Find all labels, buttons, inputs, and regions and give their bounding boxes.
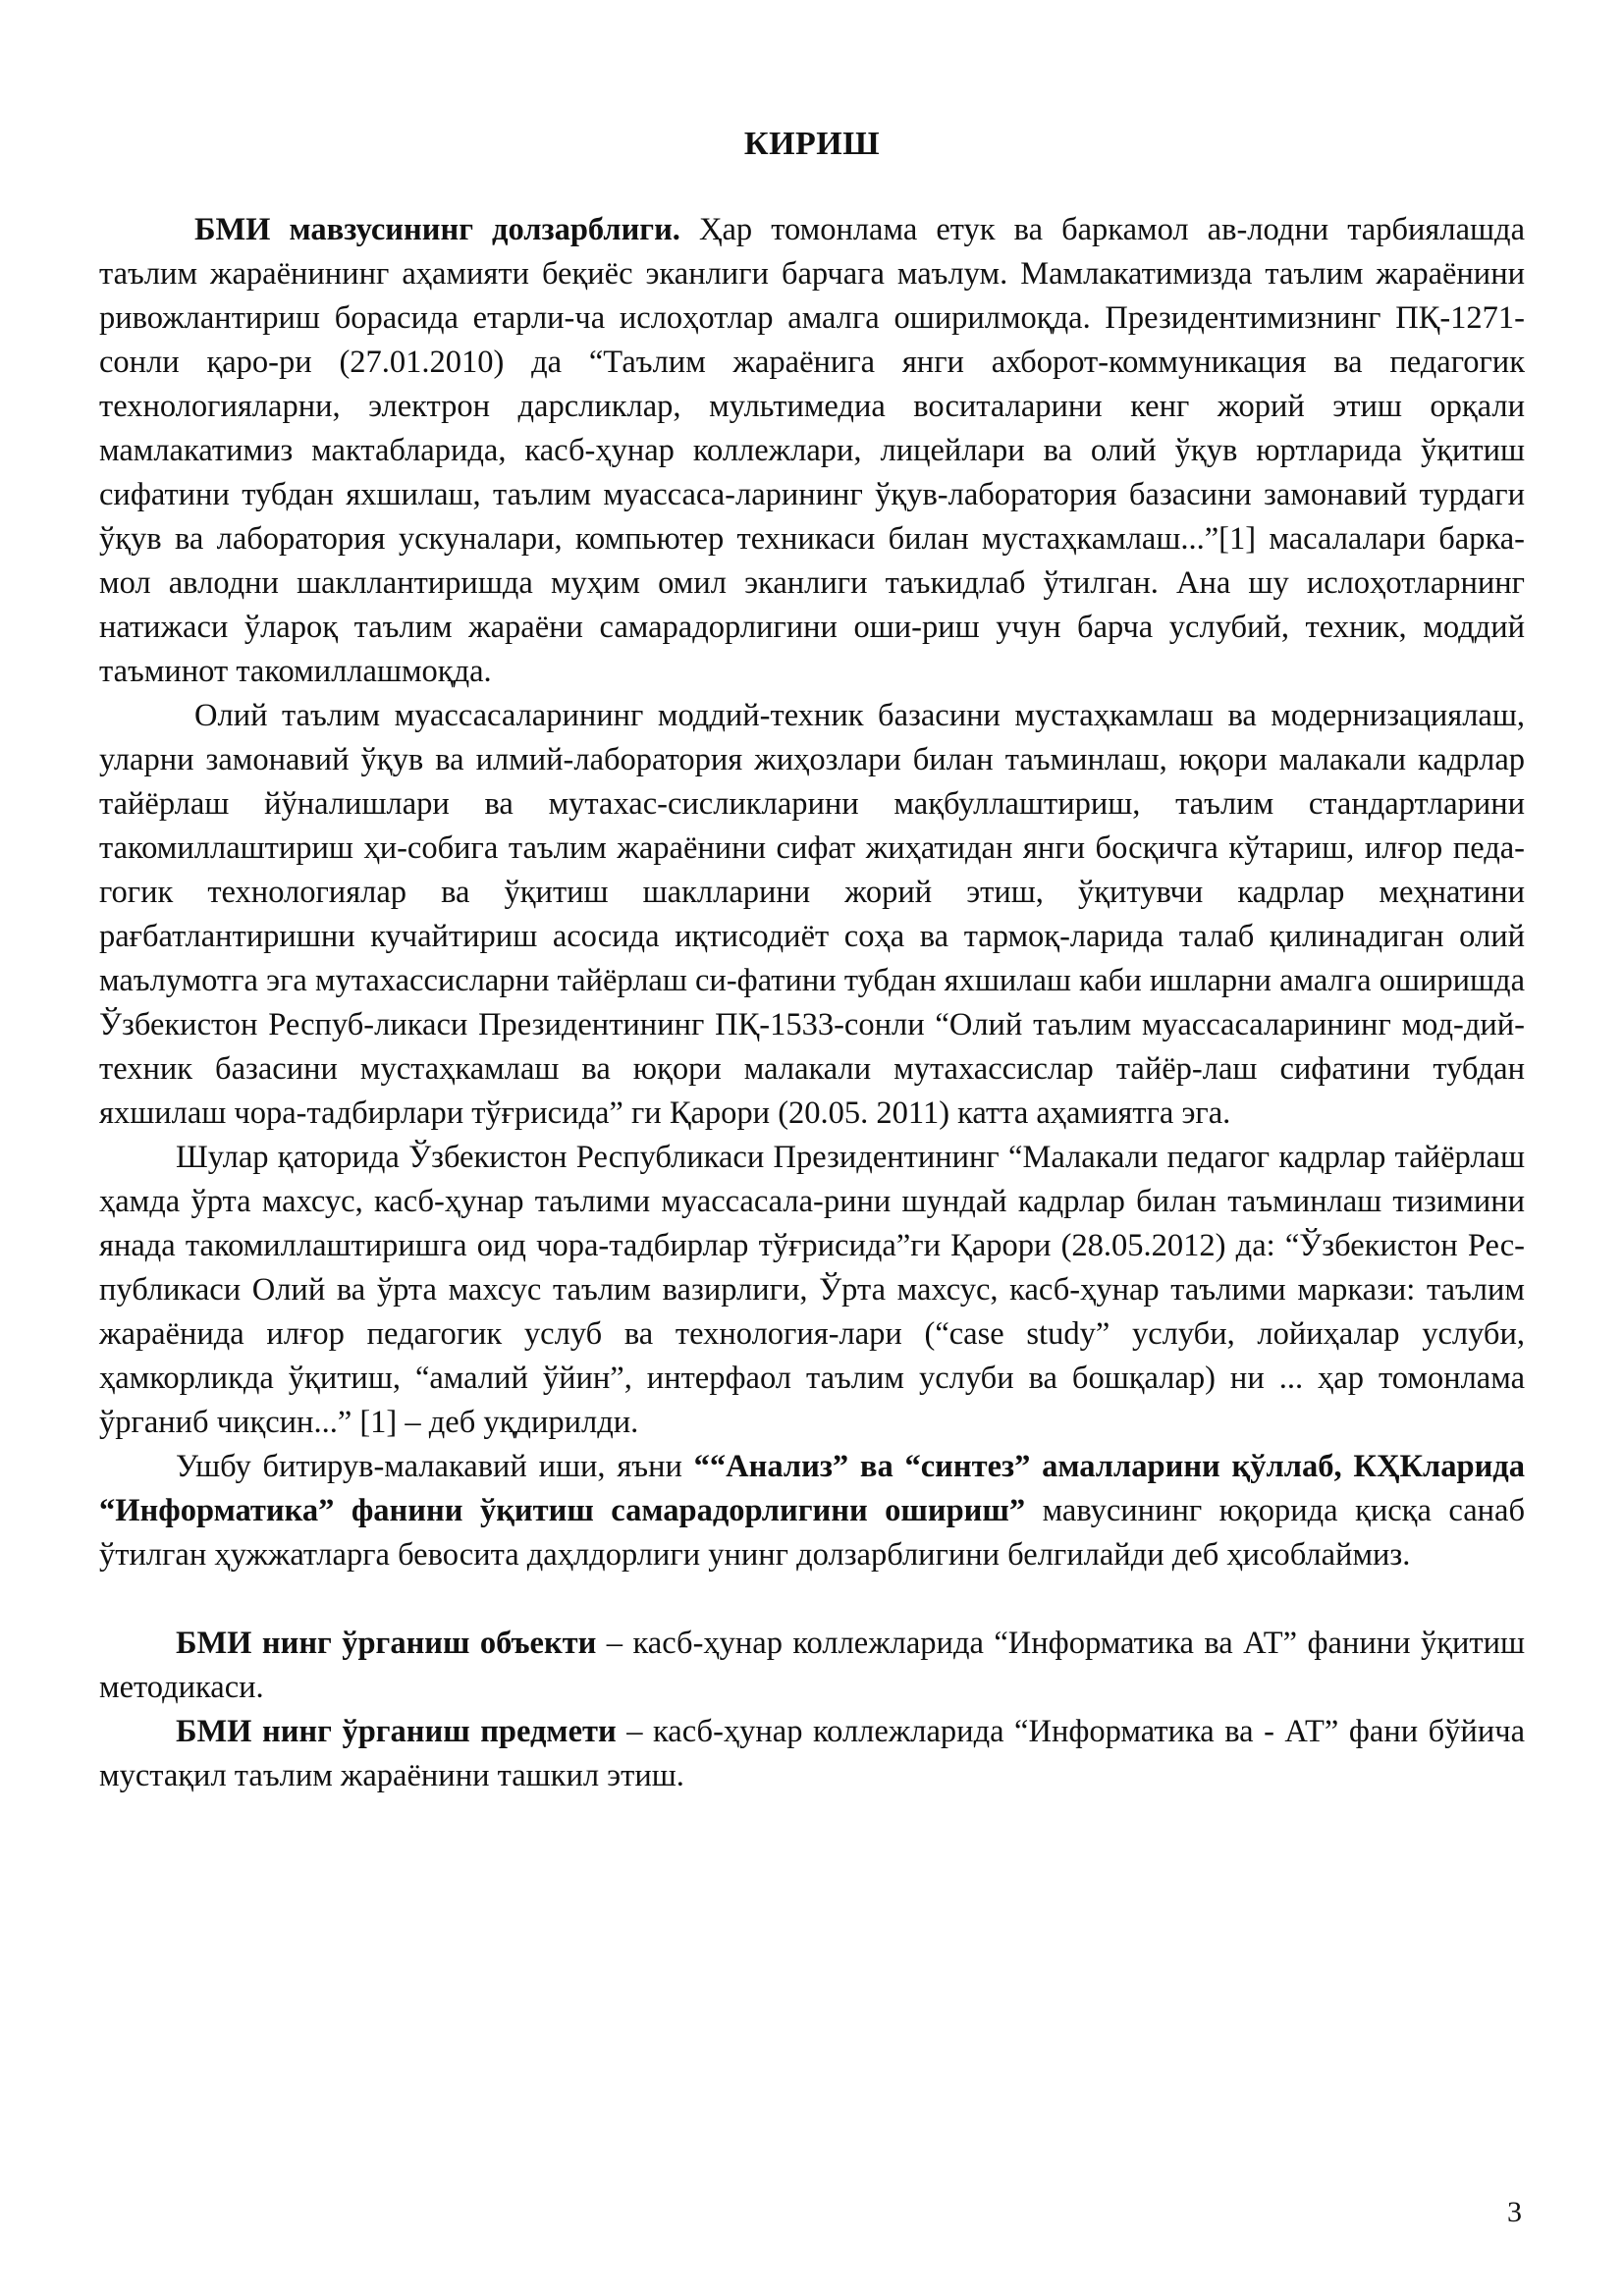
paragraph-lead: БМИ нинг ўрганиш объекти: [176, 1626, 597, 1661]
paragraph-thesis-topic: [99, 1445, 1525, 1577]
paragraph-text: Ҳар томонлама етук ва баркамол ав-лодни тарбиялашда таълим жараёнининг аҳамияти беқиёс эканлиги барчага маълум. Мамлакатимизда таълим жараёнини ривожлантириш борасида етарли-ча ислоҳотлар амалга оширилмоқда. Президентимизнинг ПҚ-1271-сонли қаро-ри (27.01.2010) да “Таълим жараёнига янги ахборот-коммуникация ва педагогик технологияларни, электрон дарсликлар, мультимедиа воситаларини кенг жорий этиш орқали мамлакатимиз мактабларида, касб-ҳунар коллежлари, лицейлари ва олий ўқув юртларида ўқитиш сифатини тубдан яхшилаш, таълим муассаса-ларининг ўқув-лаборатория базасини замонавий турдаги ўқув ва лаборатория ускуналари, компьютер техникаси билан мустаҳкамлаш...”[1] масалалари барка-мол авлодни шакллантиришда муҳим омил эканлиги таъкидлаб ўтилган. Ана шу ислоҳотларнинг натижаси ўларoқ таълим жараёни самарадорлигини оши-риш учун барча услубий, техник, моддий таъминот такомиллашмоқда.: [99, 212, 1525, 689]
paragraph-text: – касб-ҳунар коллежларида “Информатика ва - АТ” фани бўйича мустақил таълим жараёнини ташкил этиш.: [99, 1714, 1525, 1793]
paragraph-research-object: [99, 1622, 1525, 1710]
paragraph-higher-education: [99, 694, 1525, 1136]
paragraph-resolution: [99, 1136, 1525, 1445]
paragraph-lead: БМИ нинг ўрганиш предмети: [176, 1714, 617, 1749]
thesis-title: ““Анализ” ва “синтез” амалларини қўллаб, КҲКларида “Информатика” фанини ўқитиш самарадорлигини ошириш”: [99, 1449, 1525, 1528]
paragraph-text: Олий таълим муассасаларининг моддий-техник базасини мустаҳкамлаш ва модернизациялаш, уларни замонавий ўқув ва илмий-лаборатория жиҳозлари билан таъминлаш, юқори малакали кадрлар тайёрлаш йўналишлари ва мутахас-сисликларини мақбуллаштириш, таълим стандартларини такомиллаштириш ҳи-собига таълим жараёнини сифат жиҳатидан янги босқичга кўтариш, илғор педа-гогик технологиялар ва ўқитиш шаклларини жорий этиш, ўқитувчи кадрлар меҳнатини рағбатлантиришни кучайтириш асосида иқтисодиёт соҳа ва тармоқ-ларида талаб қилинадиган олий маълумотга эга мутахассисларни тайёрлаш си-фатини тубдан яхшилаш каби ишларни амалга оширишда Ўзбекистон Респуб-ликаси Президентининг ПҚ-1533-сонли “Олий таълим муассасаларининг мод-дий-техник базасини мустаҳкамлаш ва юқори малакали мутахассислар тайёр-лаш сифатини тубдан яхшилаш чора-тадбирлари тўғрисида” ги Қарори (20.05. 2011) катта аҳамиятга эга.: [99, 698, 1525, 1131]
paragraph-text: мавусининг юқорида қисқа санаб ўтилган ҳужжатларга бевосита даҳлдорлиги унинг долзарблигини белгилайди деб ҳисоблаймиз.: [99, 1493, 1525, 1573]
paragraph-text: – касб-ҳунар коллежларида “Информатика ва АТ” фанини ўқитиш методикаси.: [99, 1626, 1526, 1705]
page-number: 3: [1507, 2196, 1522, 2228]
paragraph-text: Ушбу битирув-малакавий иши, яъни: [176, 1449, 694, 1484]
paragraph-lead: БМИ мавзусининг долзарблиги.: [194, 212, 680, 247]
paragraph-relevance: [99, 208, 1525, 694]
page-title: КИРИШ: [743, 126, 881, 162]
paragraph-text: Шулар қаторида Ўзбекистон Республикаси Президентининг “Малакали педагог кадрлар тайёрлаш ҳамда ўрта махсус, касб-ҳунар таълими муассасала-рини шундай кадрлар билан таъминлаш тизимини янада такомиллаштиришга оид чора-тадбирлар тўғрисида”ги Қарори (28.05.2012) да: “Ўзбекистон Рес-публикаси Олий ва ўрта махсус таълим вазирлиги, Ўрта махсус, касб-ҳунар таълими маркази: таълим жараёнида илғор педагогик услуб ва технология-лари (“case study” услуби, лойиҳалар услуби, ҳамкорликда ўқитиш, “амалий ўйин”, интерфаол таълим услуби ва бошқалар) ни ... ҳар томонлама ўрганиб чиқсин...” [1] – деб уқдирилди.: [99, 1140, 1525, 1440]
paragraph-research-subject: [99, 1710, 1525, 1798]
document-body: [99, 208, 1525, 1798]
